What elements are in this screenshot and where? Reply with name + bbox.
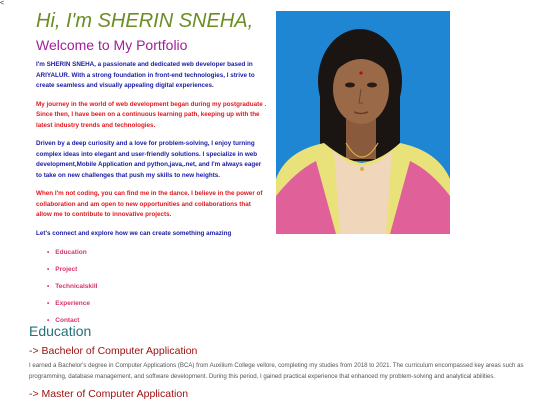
- bca-description: I earned a Bachelor's degree in Computer Applications (BCA) from Auxilium College vellore, completing my studies from 2018 to 2021. The curriculum encompassed key areas such as programming, database management, and software development. During this period, I gained practical experience that enhanced my problem-solving and analytical abilities.: [29, 362, 524, 380]
- intro-paragraph: I'm SHERIN SNEHA, a passionate and dedicated web developer based in ARIYALUR. With a strong foundation in front-end technologies, I strive to create seamless and visually appealing digital experiences.: [36, 61, 255, 89]
- mca-title: -> Master of Computer Application: [29, 388, 189, 400]
- nav-link-education[interactable]: Education: [55, 249, 87, 256]
- nav-item-technicalskill: [47, 283, 268, 291]
- bca-title: -> Bachelor of Computer Application: [29, 345, 198, 357]
- nav-link-contact[interactable]: Contact: [55, 317, 80, 324]
- greeting-heading: Hi, I'm SHERIN SNEHA,: [36, 10, 254, 32]
- nav-item-education: [47, 249, 268, 257]
- profile-photo: [276, 11, 450, 234]
- education-section: [29, 322, 529, 404]
- nav-item-experience: [47, 300, 268, 308]
- stray-character: <: [0, 0, 5, 7]
- journey-paragraph: My journey in the world of web development began during my postgraduate . Since then, I have been on a continuous learning path, keeping up with the latest industry trends and technologies.: [36, 100, 267, 129]
- section-nav: [36, 249, 268, 325]
- education-heading: Education: [29, 323, 92, 339]
- intro-section: [36, 10, 268, 334]
- nav-item-project: [47, 266, 268, 274]
- nav-link-project[interactable]: Project: [55, 266, 78, 273]
- welcome-heading: Welcome to My Portfolio: [36, 37, 188, 53]
- connect-paragraph: Let's connect and explore how we can create something amazing: [36, 229, 232, 237]
- profile-photo-illustration: [276, 11, 450, 234]
- hobbies-paragraph: When I'm not coding, you can find me in the dance. I believe in the power of collaboration and am open to new opportunities and collaborations that allow me to contribute to innovative projects.: [36, 190, 263, 218]
- nav-link-technicalskill[interactable]: Technicalskill: [55, 283, 98, 290]
- skills-paragraph: Driven by a deep curiosity and a love for problem-solving, I enjoy turning complex ideas into elegant and user-friendly solutions. I specialize in web development,Mobile Application and python,java,.net, and I'm always eager to take on new challenges that push my skills to new heights.: [36, 140, 262, 179]
- nav-link-experience[interactable]: Experience: [55, 300, 90, 307]
